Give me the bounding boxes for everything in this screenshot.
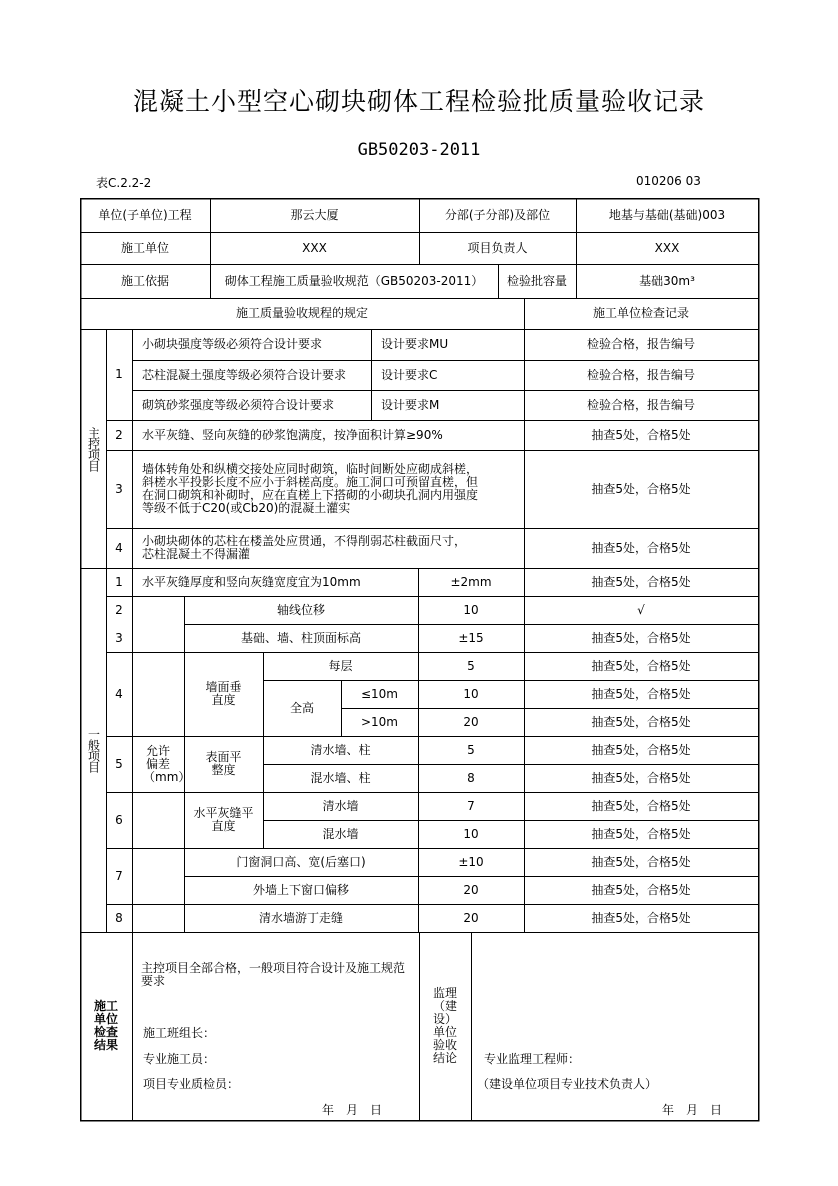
spec-text: 小砌块砌体的芯柱在楼盖处应贯通，不得削弱芯柱截面尺寸，芯柱混凝土不得漏灌 <box>142 534 467 561</box>
check-record: 抽查5处，合格5处 <box>591 630 691 645</box>
row-number: 4 <box>115 686 123 701</box>
check-record: 抽查5处，合格5处 <box>591 770 691 785</box>
tolerance-value: ±15 <box>458 630 484 645</box>
row-number: 1 <box>115 574 123 589</box>
tolerance-value: 5 <box>467 742 475 757</box>
owner-representative-signature: （建设单位项目专业技术负责人） <box>477 1077 658 1091</box>
supervisor-date: 年 月 日 <box>662 1103 723 1117</box>
spec-text: 水平灰缝厚度和竖向灰缝宽度宜为10mm <box>142 574 361 589</box>
main-control-label: 主控项目 <box>86 426 101 471</box>
check-record: 检验合格，报告编号 <box>586 337 695 351</box>
row-number: 7 <box>115 868 123 883</box>
capacity-value: 基础30m³ <box>639 273 695 288</box>
division-label: 分部(子分部)及部位 <box>444 207 551 222</box>
supervisor-conclusion-label: 监理（建设）单位验收结论 <box>432 986 457 1065</box>
check-record: 抽查5处，合格5处 <box>591 574 691 589</box>
tolerance-value: 20 <box>463 714 479 729</box>
item-text: ≤10m <box>360 686 398 701</box>
document-title: 混凝土小型空心砌块砌体工程检验批质量验收记录 <box>132 87 705 116</box>
item-text: 混水墙、柱 <box>310 770 371 785</box>
item-text: >10m <box>360 714 398 729</box>
contractor-date: 年 月 日 <box>322 1103 383 1117</box>
item-text: 基础、墙、柱顶面标高 <box>240 630 361 645</box>
item-text: 清水墙 <box>322 798 359 813</box>
tolerance-value: 10 <box>463 602 479 617</box>
contractor-result-label: 施工单位检查结果 <box>93 999 118 1052</box>
unit-label: 单位(子单位)工程 <box>98 207 192 222</box>
check-record: 抽查5处，合格5处 <box>591 826 691 841</box>
item-text: 门窗洞口高、宽(后塞口) <box>236 854 366 869</box>
row-number: 2 <box>115 427 123 442</box>
check-record: 抽查5处，合格5处 <box>591 714 691 729</box>
item-text: 外墙上下窗口偏移 <box>252 882 349 897</box>
spec-text: 砌筑砂浆强度等级必须符合设计要求 <box>142 397 335 412</box>
group-label: 水平灰缝平直度 <box>193 806 254 833</box>
record-column-header: 施工单位检查记录 <box>592 306 689 320</box>
tolerance-value: 10 <box>463 826 479 841</box>
item-text: 全高 <box>289 700 314 715</box>
check-record: 抽查5处，合格5处 <box>591 798 691 813</box>
tolerance-value: 7 <box>467 798 475 813</box>
check-record: 抽查5处，合格5处 <box>591 658 691 673</box>
division-value: 地基与基础(基础)003 <box>608 207 726 222</box>
item-text: 清水墙游丁走缝 <box>258 910 343 925</box>
pm-label: 项目负责人 <box>467 240 528 255</box>
tolerance-value: 5 <box>467 658 475 673</box>
check-record: 抽查5处，合格5处 <box>591 686 691 701</box>
contractor-label: 施工单位 <box>120 240 169 255</box>
tolerance-value: 20 <box>463 882 479 897</box>
row-number: 3 <box>115 481 123 496</box>
check-record: 检验合格，报告编号 <box>586 397 695 412</box>
general-items-label: 一般项目 <box>86 728 101 772</box>
row-number: 2 <box>115 602 123 617</box>
basis-label: 施工依据 <box>120 273 169 288</box>
check-record: 抽查5处，合格5处 <box>591 854 691 869</box>
check-record: 抽查5处，合格5处 <box>591 742 691 757</box>
spec-column-header: 施工质量验收规程的规定 <box>235 306 368 320</box>
item-text: 轴线位移 <box>276 602 325 617</box>
row-number: 8 <box>115 910 123 925</box>
contractor-conclusion: 主控项目全部合格，一般项目符合设计及施工规范要求 <box>141 961 406 988</box>
capacity-label: 检验批容量 <box>506 273 567 288</box>
check-record: 抽查5处，合格5处 <box>591 427 691 442</box>
check-record: 抽查5处，合格5处 <box>591 540 691 555</box>
tolerance-value: ±2mm <box>450 574 492 589</box>
check-record: 抽查5处，合格5处 <box>591 910 691 925</box>
quality-inspector-signature: 项目专业质检员： <box>143 1077 240 1091</box>
row-number: 4 <box>115 540 123 555</box>
supervision-engineer-signature: 专业监理工程师： <box>484 1052 581 1066</box>
basis-value: 砌体工程施工质量验收规范（GB50203-2011） <box>224 273 484 288</box>
spec-text: 水平灰缝、竖向灰缝的砂浆饱满度，按净面积计算≥90% <box>142 427 443 442</box>
item-text: 混水墙 <box>322 826 359 841</box>
record-code: 010206 03 <box>636 174 701 188</box>
tolerance-value: 8 <box>467 770 475 785</box>
tolerance-value: 10 <box>463 686 479 701</box>
design-requirement: 设计要求C <box>381 367 438 382</box>
check-record: 抽查5处，合格5处 <box>591 882 691 897</box>
spec-text: 芯柱混凝土强度等级必须符合设计要求 <box>142 367 347 382</box>
standard-code: GB50203-2011 <box>357 140 481 160</box>
contractor-value: XXX <box>302 240 327 255</box>
team-leader-signature: 施工班组长： <box>143 1026 216 1040</box>
check-mark: √ <box>637 602 645 617</box>
row-number: 6 <box>115 812 123 827</box>
unit-value: 那云大厦 <box>290 207 339 222</box>
construction-worker-signature: 专业施工员： <box>143 1052 216 1066</box>
table-number: 表C.2.2-2 <box>96 176 152 190</box>
tolerance-label: 允许偏差（mm） <box>143 743 191 784</box>
design-requirement: 设计要求M <box>381 397 440 412</box>
tolerance-value: 20 <box>463 910 479 925</box>
group-label: 墙面垂直度 <box>205 680 242 707</box>
check-record: 抽查5处，合格5处 <box>591 481 691 496</box>
pm-value: XXX <box>654 240 680 255</box>
design-requirement: 设计要求MU <box>381 337 449 351</box>
row-number: 3 <box>115 630 123 645</box>
tolerance-value: ±10 <box>458 854 484 869</box>
spec-text: 墙体转角处和纵横交接处应同时砌筑，临时间断处应砌成斜槎，斜槎水平投影长度不应小于斜槎高度。施工洞口可预留直槎，但在洞口砌筑和补砌时，应在直槎上下搭砌的小砌块孔洞内用强度等级不低于C20(或Cb20)的混凝土灌实 <box>142 462 479 515</box>
spec-text: 小砌块强度等级必须符合设计要求 <box>142 337 323 351</box>
item-text: 每层 <box>328 658 353 673</box>
group-label: 表面平整度 <box>205 750 242 777</box>
item-text: 清水墙、柱 <box>310 742 371 757</box>
row-number: 5 <box>115 756 123 771</box>
check-record: 检验合格，报告编号 <box>586 367 695 382</box>
row-number: 1 <box>115 367 123 381</box>
